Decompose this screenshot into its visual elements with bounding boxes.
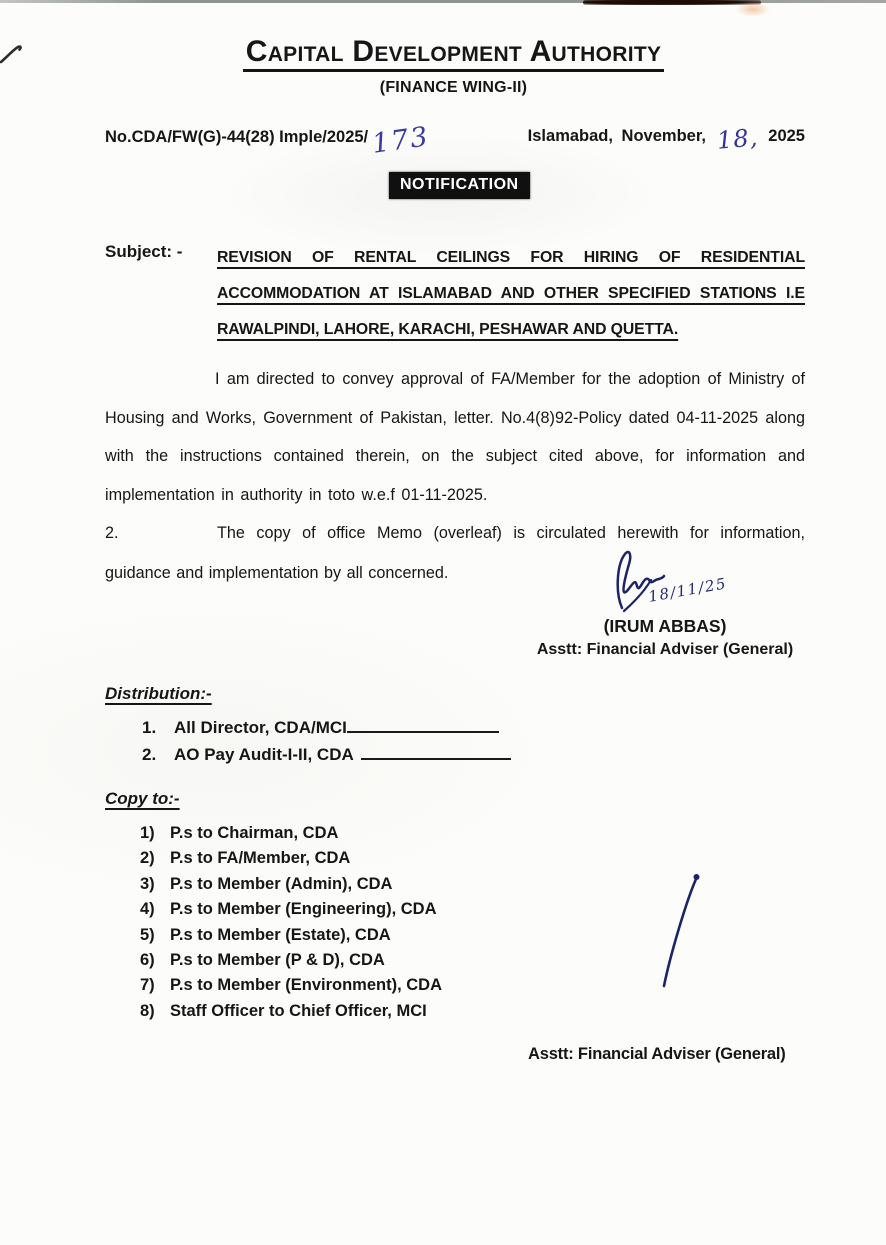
item-number: 2) bbox=[140, 849, 155, 868]
signature-area bbox=[520, 550, 810, 616]
reference-number bbox=[105, 121, 432, 160]
list-item bbox=[140, 821, 442, 846]
date-year: 2025 bbox=[768, 127, 805, 145]
distribution-list bbox=[142, 714, 511, 768]
list-item bbox=[140, 999, 442, 1024]
body-paragraph-1: I am directed to convey approval of FA/Member for the adoption of Ministry of Housing and Works, Government of Pakistan, letter. No.4(8)92-Policy dated 04-11-2025 along with the instructions contained therein, on the subject cited above, for information and implementation in authority in toto w.e.f 01-11-2025. bbox=[105, 370, 805, 504]
list-item bbox=[140, 872, 442, 897]
notification-badge: NOTIFICATION bbox=[389, 172, 530, 199]
diagonal-pen-stroke-icon bbox=[652, 866, 708, 994]
list-item bbox=[142, 741, 511, 768]
org-subtitle: (FINANCE WING-II) bbox=[379, 79, 528, 97]
body-paragraph-2-text: The copy of office Memo (overleaf) is circulated herewith for information, guidance and implementation by all concerned. bbox=[105, 524, 805, 583]
item-number: 4) bbox=[140, 900, 155, 919]
signature-block bbox=[520, 550, 810, 659]
document-header bbox=[105, 36, 802, 97]
list-item bbox=[140, 973, 442, 998]
scan-top-edge-warm-smudge bbox=[736, 2, 770, 17]
copy-to-heading: Copy to:- bbox=[105, 789, 180, 808]
item-number: 1. bbox=[142, 718, 157, 737]
item-number: 1) bbox=[140, 824, 155, 842]
subject-label: Subject: - bbox=[105, 242, 183, 261]
item-label: AO Pay Audit-I-II, CDA bbox=[174, 745, 354, 764]
org-title: Capital Development Authority bbox=[243, 36, 665, 72]
copy-to-list bbox=[140, 821, 442, 1024]
item-label: P.s to Member (P & D), CDA bbox=[170, 951, 385, 970]
blank-underline bbox=[361, 744, 511, 760]
list-item bbox=[142, 714, 511, 741]
item-number: 3) bbox=[140, 874, 155, 893]
item-label: P.s to Member (Estate), CDA bbox=[170, 925, 391, 944]
item-number: 2. bbox=[142, 745, 157, 764]
item-label: P.s to Member (Engineering), CDA bbox=[170, 900, 437, 919]
signatory-designation: Asstt: Financial Adviser (General) bbox=[536, 641, 794, 658]
item-number: 5) bbox=[140, 925, 155, 944]
pen-mark-icon bbox=[0, 36, 26, 66]
item-label: P.s to Chairman, CDA bbox=[170, 824, 339, 842]
list-item bbox=[140, 948, 442, 973]
signatory-name: (IRUM ABBAS) bbox=[603, 616, 727, 636]
item-number: 6) bbox=[140, 951, 155, 970]
place-date-prefix: Islamabad, November, bbox=[527, 127, 706, 145]
handwritten-ref-number: 173 bbox=[370, 121, 432, 160]
list-item bbox=[140, 846, 442, 871]
place-and-date bbox=[528, 125, 805, 153]
item-label: P.s to Member (Admin), CDA bbox=[170, 874, 393, 893]
item-label: All Director, CDA/MCI bbox=[174, 718, 347, 737]
reference-date-row bbox=[105, 121, 805, 160]
list-item bbox=[140, 923, 442, 948]
footer-designation: Asstt: Financial Adviser (General) bbox=[528, 1045, 786, 1063]
item-label: P.s to Member (Environment), CDA bbox=[170, 976, 442, 995]
list-item bbox=[140, 897, 442, 922]
blank-underline bbox=[347, 717, 499, 733]
reference-prefix: No.CDA/FW(G)-44(28) Imple/2025/ bbox=[105, 128, 369, 146]
item-label: Staff Officer to Chief Officer, MCI bbox=[170, 1001, 427, 1020]
subject-block bbox=[105, 240, 805, 348]
scan-top-edge-dark-smudge bbox=[583, 0, 761, 5]
handwritten-signature-date: 18/11/25 bbox=[647, 574, 729, 606]
handwritten-day: 18, bbox=[715, 123, 759, 155]
item-label: P.s to FA/Member, CDA bbox=[170, 849, 351, 868]
distribution-heading: Distribution:- bbox=[105, 684, 212, 703]
item-number: 7) bbox=[140, 976, 155, 995]
subject-text: REVISION OF RENTAL CEILINGS FOR HIRING OF RESIDENTIAL ACCOMMODATION AT ISLAMABAD AND OTHER SPECIFIED STATIONS I.E RAWALPINDI, LAHORE, KARACHI, PESHAWAR AND QUETTA. bbox=[217, 249, 805, 338]
item-number: 8) bbox=[140, 1001, 155, 1020]
paragraph-number: 2. bbox=[105, 524, 119, 543]
